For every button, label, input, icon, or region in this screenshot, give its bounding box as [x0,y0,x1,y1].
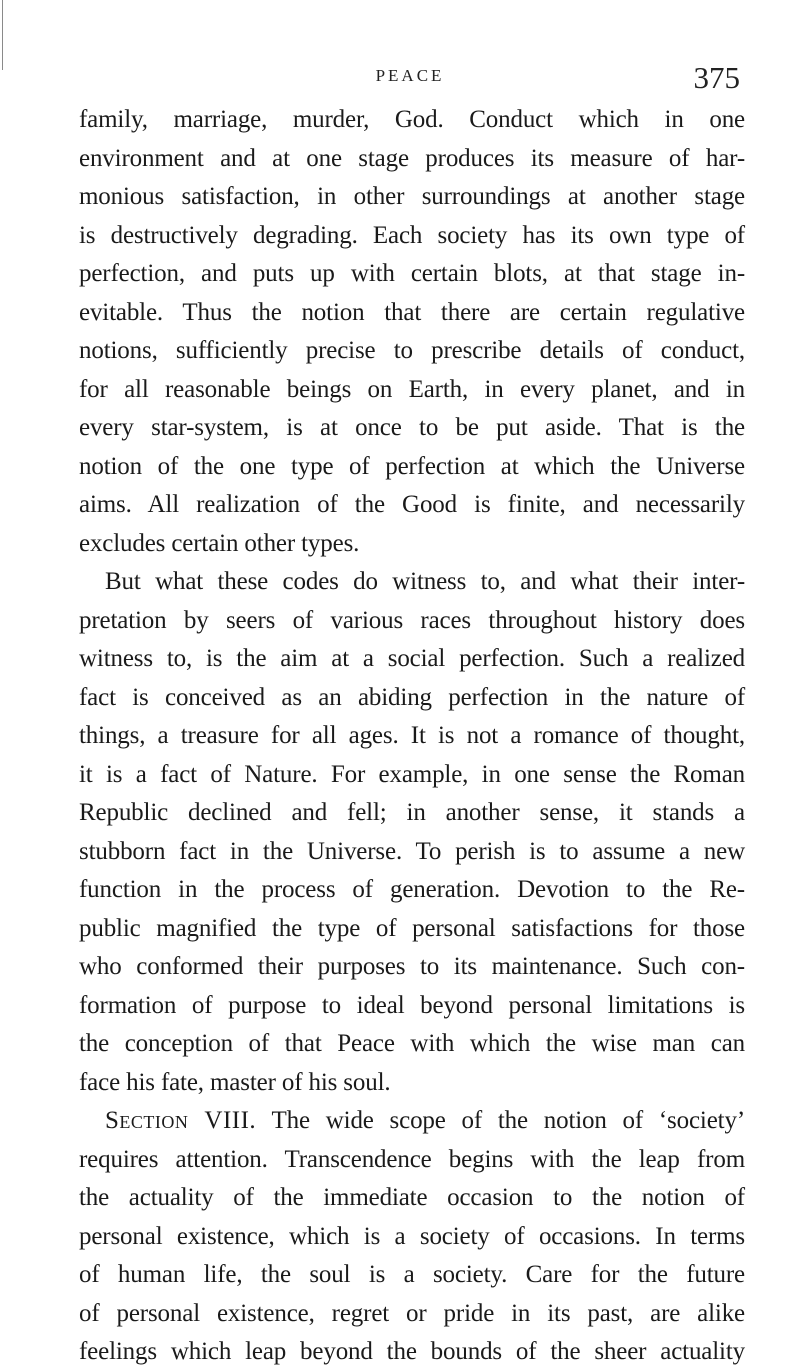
text-line: requires attention. Transcendence begins with the leap from [79,1145,745,1173]
text-line: environment and at one stage produces its measure of har- [79,144,745,172]
text-line: personal existence, which is a society of occasions. In terms [79,1222,745,1250]
text-line: feelings which leap beyond the bounds of the sheer actuality [79,1338,745,1365]
text-line: But what these codes do witness to, and what their inter- [105,568,745,595]
running-head: PEACE [375,66,445,85]
page-number: 375 [693,60,740,95]
page-header [80,60,740,100]
text-line: formation of purpose to ideal beyond personal limitations is [79,991,745,1019]
text-line: perfection, and puts up with certain blots, at that stage in- [79,260,745,287]
text-line: fact is conceived as an abiding perfection in the nature of [79,683,745,711]
text-line: stubborn fact in the Universe. To perish is to assume a new [79,837,745,865]
text-line: family, marriage, murder, God. Conduct which in one [79,106,745,133]
page-edge-line [2,0,3,70]
text-line: of personal existence, regret or pride in its past, are alike [79,1299,745,1327]
text-line: public magnified the type of personal satisfactions for those [79,914,745,942]
text-line: for all reasonable beings on Earth, in every planet, and in [79,375,745,403]
section-line-text: The wide scope of the notion of ‘society’ [256,1107,745,1134]
text-line: is destructively degrading. Each society has its own type of [79,221,745,249]
body-text [79,101,745,1372]
text-line: notion of the one type of perfection at which the Universe [79,452,745,480]
text-line: excludes certain other types. [79,529,360,557]
text-line: notions, sufficiently precise to prescribe details of conduct, [79,337,745,364]
text-line: things, a treasure for all ages. It is not a romance of thought, [79,722,745,749]
section-line [79,1102,745,1141]
text-line: aims. All realization of the Good is finite, and necessarily [79,491,745,518]
text-line: evitable. Thus the notion that there are certain regulative [79,298,745,326]
text-line: it is a fact of Nature. For example, in one sense the Roman [79,760,745,788]
section-label: Section VIII. [105,1107,257,1134]
text-line: monious satisfaction, in other surroundings at another stage [79,183,745,210]
text-line: function in the process of generation. Devotion to the Re- [79,876,745,903]
text-line: Republic declined and fell; in another sense, it stands a [79,799,745,826]
text-line: the actuality of the immediate occasion to the notion of [79,1184,745,1211]
text-line: the conception of that Peace with which the wise man can [79,1030,745,1057]
text-line: face his fate, master of his soul. [79,1068,391,1096]
text-line: witness to, is the aim at a social perfection. Such a realized [79,645,745,672]
text-line: who conformed their purposes to its maintenance. Such con- [79,953,745,980]
text-line: pretation by seers of various races throughout history does [79,606,745,634]
text-line: every star-system, is at once to be put aside. That is the [79,414,745,441]
text-line: of human life, the soul is a society. Care for the future [79,1261,745,1288]
